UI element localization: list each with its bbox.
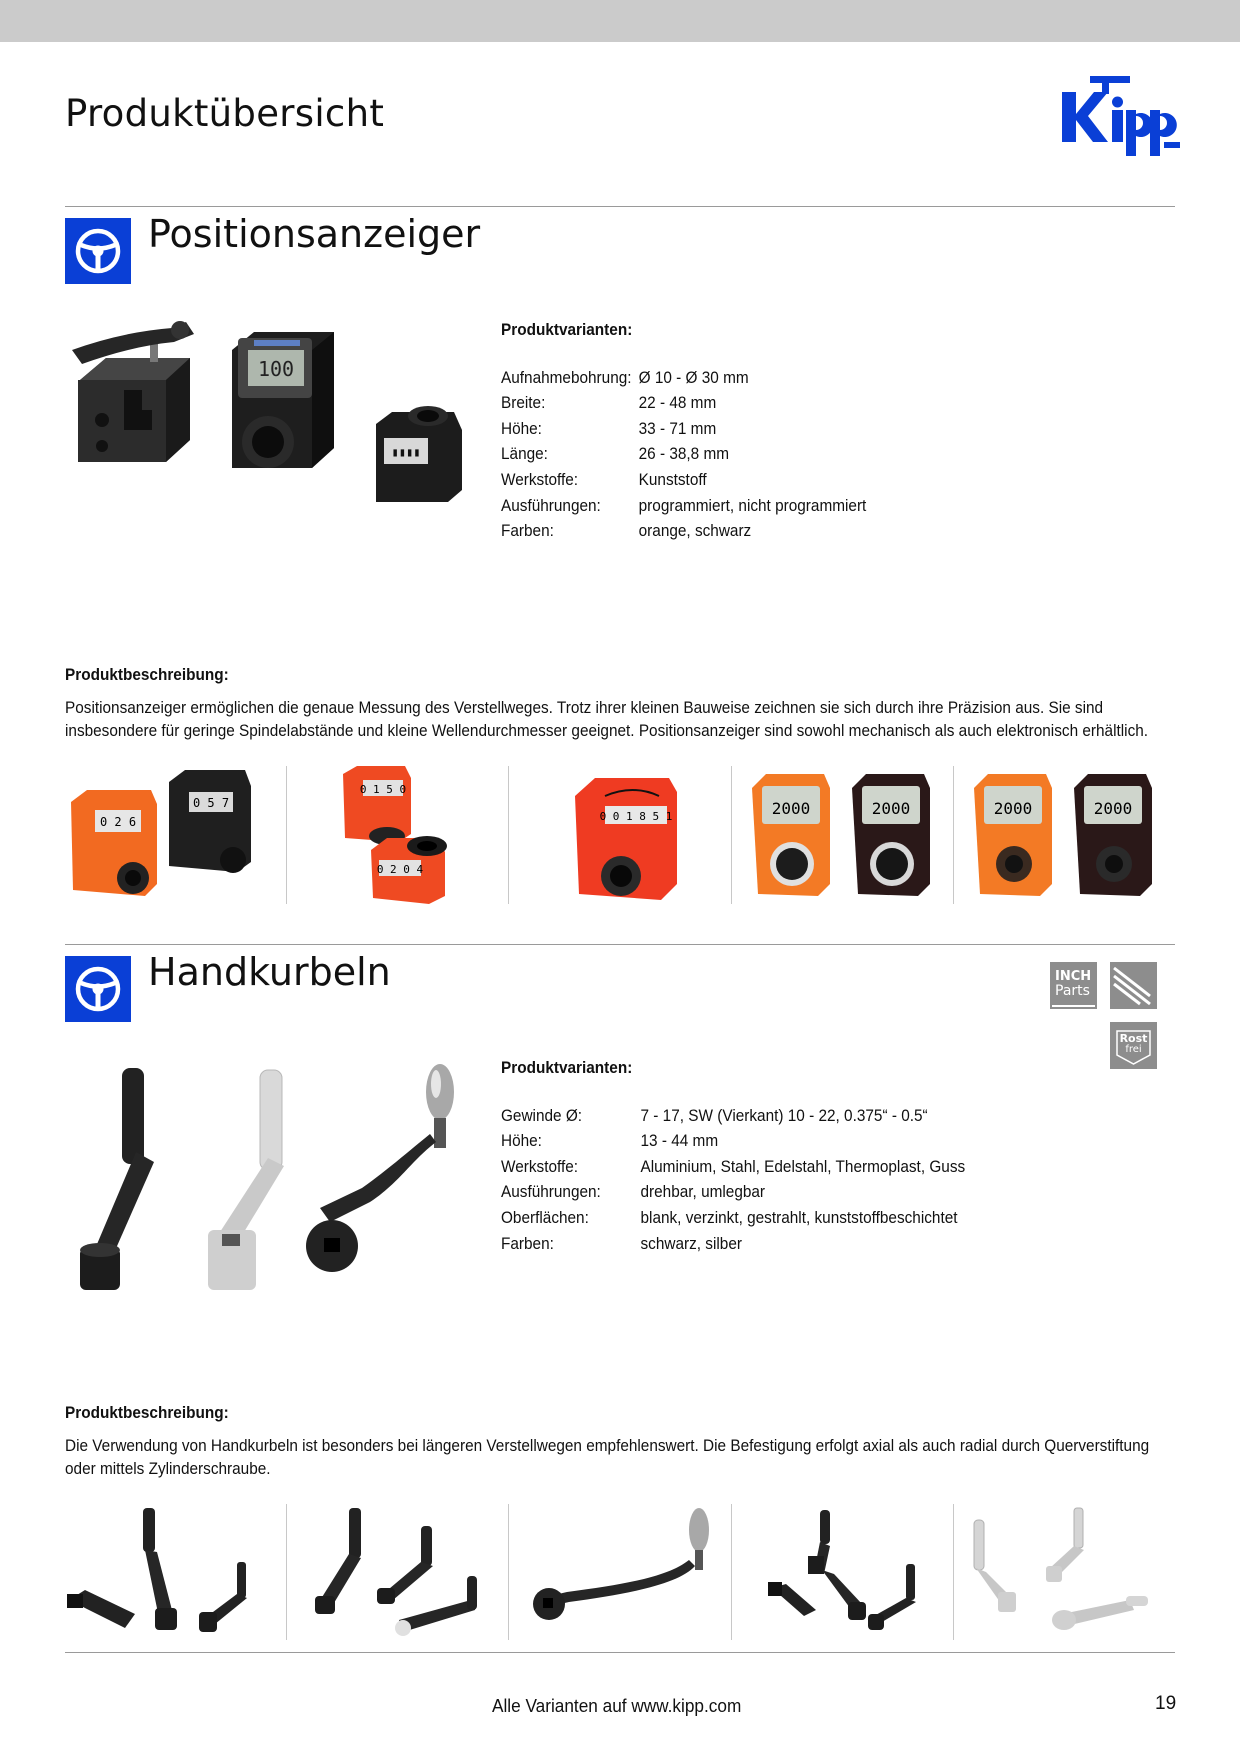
strip-image bbox=[953, 1504, 1175, 1640]
variants-positionsanzeiger bbox=[501, 318, 866, 545]
variant-row: Höhe: 13 - 44 mm bbox=[501, 1132, 719, 1151]
description-heading: Produktbeschreibung: bbox=[65, 1404, 229, 1422]
strip-image bbox=[953, 766, 1175, 904]
variants-handkurbeln bbox=[501, 1056, 965, 1257]
positionsanzeiger-hero-image bbox=[62, 320, 482, 530]
variant-row: Werkstoffe: Aluminium, Stahl, Edelstahl, Thermoplast, Guss bbox=[501, 1157, 966, 1176]
section-icon bbox=[65, 956, 131, 1022]
description-handkurbeln: Die Verwendung von Handkurbeln ist besonders bei längeren Verstellwegen empfehlenswert. Die Befestigung erfolgt axial als auch radial durch Querverstiftung oder mittels Zylinderschraube. bbox=[65, 1437, 1150, 1478]
page-title: Produktübersicht bbox=[65, 92, 385, 135]
svg-text:2000: 2000 bbox=[871, 799, 910, 818]
positionsanzeiger-image-strip bbox=[65, 766, 1175, 904]
page-number: 19 bbox=[1155, 1693, 1177, 1714]
steering-wheel-icon bbox=[74, 965, 122, 1013]
variant-row: Aufnahmebohrung: Ø 10 - Ø 30 mm bbox=[501, 368, 749, 387]
variant-row: Oberflächen: blank, verzinkt, gestrahlt, kunststoffbeschichtet bbox=[501, 1208, 958, 1227]
variant-row: Farben: orange, schwarz bbox=[501, 522, 752, 541]
variant-row: Höhe: 33 - 71 mm bbox=[501, 419, 717, 438]
variant-row: Ausführungen: programmiert, nicht programmiert bbox=[501, 496, 867, 515]
stainless-stripes-badge bbox=[1110, 962, 1157, 1009]
hero-display-digits: 100 bbox=[257, 357, 295, 381]
svg-text:2000: 2000 bbox=[993, 799, 1033, 818]
strip-image bbox=[65, 1504, 286, 1640]
steering-wheel-icon bbox=[74, 227, 122, 275]
svg-text:▮▮▮▮: ▮▮▮▮ bbox=[391, 445, 421, 459]
top-bar bbox=[0, 0, 1240, 42]
section-title-positionsanzeiger: Positionsanzeiger bbox=[148, 212, 481, 256]
variant-row: Breite: 22 - 48 mm bbox=[501, 394, 717, 413]
svg-text:0 2 0 4: 0 2 0 4 bbox=[377, 863, 424, 876]
svg-text:2000: 2000 bbox=[771, 799, 810, 818]
variant-row: Werkstoffe: Kunststoff bbox=[501, 470, 707, 489]
rostfrei-badge: Rost frei bbox=[1110, 1022, 1157, 1069]
variant-row: Farben: schwarz, silber bbox=[501, 1234, 742, 1253]
section-title-handkurbeln: Handkurbeln bbox=[148, 950, 391, 994]
section-divider bbox=[65, 206, 1175, 207]
svg-text:0 1 5 0: 0 1 5 0 bbox=[360, 783, 407, 796]
section-icon bbox=[65, 218, 131, 284]
svg-text:0 5 7: 0 5 7 bbox=[192, 796, 230, 810]
strip-image bbox=[731, 766, 953, 904]
svg-text:2000: 2000 bbox=[1093, 799, 1133, 818]
strip-image bbox=[731, 1504, 953, 1640]
svg-text:0 2 6: 0 2 6 bbox=[99, 815, 137, 829]
strip-image bbox=[508, 766, 730, 904]
section-divider bbox=[65, 944, 1175, 945]
description-heading: Produktbeschreibung: bbox=[65, 666, 229, 684]
strip-image bbox=[508, 1504, 730, 1640]
footer-divider bbox=[65, 1652, 1175, 1653]
variants-heading: Produktvarianten: bbox=[501, 321, 633, 339]
handkurbeln-hero-image bbox=[70, 1062, 480, 1302]
variant-row: Ausführungen: drehbar, umlegbar bbox=[501, 1183, 766, 1202]
description-positionsanzeiger: Positionsanzeiger ermöglichen die genaue Messung des Verstellweges. Trotz ihrer kleinen Bauweise zeichnen sie sich durch ihre Präzision aus. Sie sind insbesondere für geringe Spindelabstände und kleine Wellendurchmesser geeignet. Positionsanzeiger sind sowohl mechanisch als auch elektronisch erhältlich. bbox=[65, 699, 1149, 740]
inch-parts-badge: INCH Parts bbox=[1050, 962, 1097, 1009]
svg-text:0 0 1 8 5 1: 0 0 1 8 5 1 bbox=[599, 810, 673, 823]
footer-website: Alle Varianten auf www.kipp.com bbox=[492, 1695, 742, 1716]
strip-image bbox=[286, 766, 508, 904]
variant-row: Länge: 26 - 38,8 mm bbox=[501, 445, 730, 464]
kipp-logo bbox=[1060, 72, 1185, 164]
strip-image bbox=[65, 766, 286, 904]
variant-row: Gewinde Ø: 7 - 17, SW (Vierkant) 10 - 22, 0.375“ - 0.5“ bbox=[501, 1106, 928, 1125]
variants-heading: Produktvarianten: bbox=[501, 1059, 633, 1077]
handkurbeln-image-strip bbox=[65, 1504, 1175, 1640]
strip-image bbox=[286, 1504, 508, 1640]
